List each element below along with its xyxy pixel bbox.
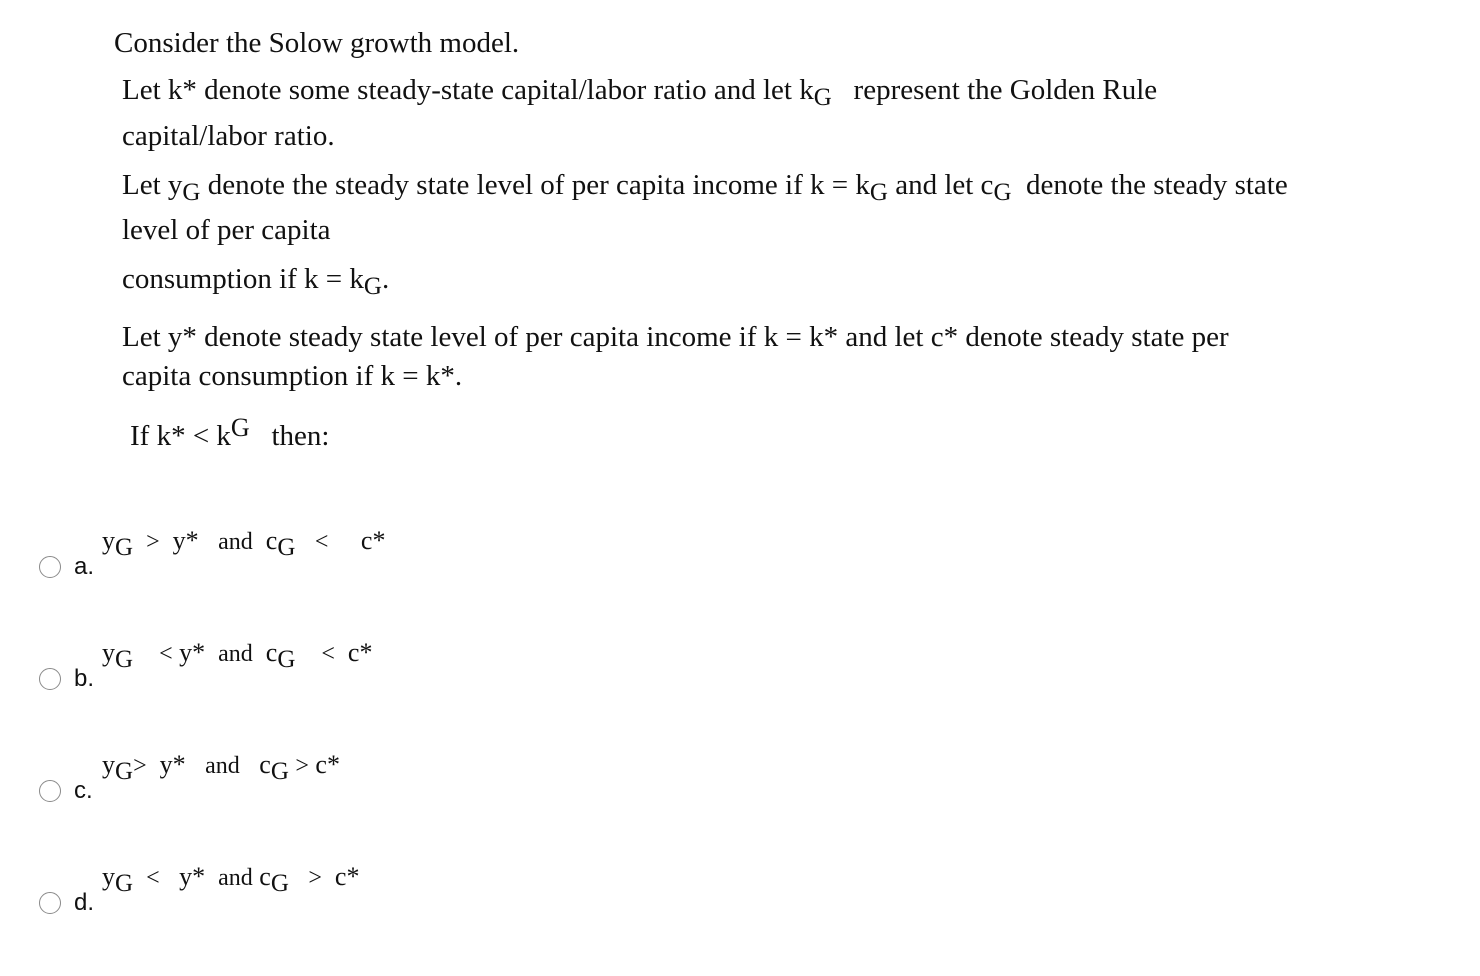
comparison-operator: > (295, 753, 309, 779)
y-symbol: y (102, 638, 115, 667)
y-star: y* (159, 750, 186, 779)
superscript-g: G (230, 413, 250, 442)
question-line-2-text: Let k* denote some steady-state capital/labor ratio and let k (122, 74, 814, 106)
subscript-g: G (115, 646, 134, 673)
question-line-5: level of per capita (122, 214, 331, 246)
c-star: c* (334, 862, 360, 891)
radio-button-c[interactable] (39, 780, 61, 802)
subscript-g: G (270, 870, 289, 897)
comparison-operator: > (308, 865, 322, 891)
c-symbol: c (265, 638, 278, 667)
question-line-3: capital/labor ratio. (122, 120, 335, 152)
subscript-g: G (993, 179, 1012, 206)
c-symbol: c (265, 526, 278, 555)
subscript-g: G (869, 179, 888, 206)
subscript-g: G (115, 758, 134, 785)
subscript-g: G (115, 534, 134, 561)
question-line-6-text: consumption if k = k (122, 263, 364, 295)
question-line-9 (130, 413, 330, 454)
and-word: and (205, 753, 240, 779)
option-letter: b. (74, 665, 95, 692)
radio-button-a[interactable] (39, 556, 61, 578)
question-line-9-text: If k* < k (130, 420, 231, 452)
y-symbol: y (102, 526, 115, 555)
radio-button-d[interactable] (39, 892, 61, 914)
comparison-operator: > (146, 529, 160, 555)
answer-option-d[interactable] (0, 854, 600, 944)
subscript-g: G (182, 179, 201, 206)
question-line-2-rest: represent the Golden Rule (853, 74, 1158, 106)
question-line-4-text-4: denote the steady state (1026, 169, 1288, 201)
y-star: y* (179, 638, 206, 667)
comparison-operator: < (321, 641, 335, 667)
question-line-4-text: Let y (122, 169, 183, 201)
option-letter: c. (74, 777, 93, 804)
y-star: y* (172, 526, 199, 555)
comparison-operator: < (146, 865, 160, 891)
c-star: c* (347, 638, 373, 667)
and-word: and (218, 529, 253, 555)
option-letter: d. (74, 889, 95, 916)
option-c-expression (102, 750, 340, 785)
question-line-4-text-2: denote the steady state level of per capita income if k = k (200, 169, 870, 201)
subscript-g: G (115, 870, 134, 897)
radio-button-b[interactable] (39, 668, 61, 690)
y-star: y* (179, 862, 206, 891)
subscript-g: G (813, 84, 832, 111)
answer-option-a[interactable] (0, 518, 600, 608)
question-line-7: Let y* denote steady state level of per capita income if k = k* and let c* denote steady state per (122, 321, 1229, 353)
question-line-1: Consider the Solow growth model. (114, 27, 520, 59)
option-a-expression (102, 526, 386, 561)
comparison-operator: > (133, 753, 147, 779)
comparison-operator: < (159, 641, 173, 667)
answer-option-b[interactable] (0, 630, 600, 720)
question-line-8: capita consumption if k = k*. (122, 360, 463, 392)
question-line-2 (122, 73, 1158, 111)
y-symbol: y (102, 750, 115, 779)
question-line-4-text-3: and let c (887, 169, 994, 201)
subscript-g: G (277, 534, 296, 561)
subscript-g: G (363, 273, 382, 300)
subscript-g: G (270, 758, 289, 785)
c-symbol: c (259, 750, 271, 779)
and-word: and (218, 641, 253, 667)
subscript-g: G (277, 646, 296, 673)
question-line-6-period: . (381, 263, 390, 295)
c-star: c* (315, 750, 340, 779)
comparison-operator: < (314, 529, 329, 555)
question-line-9-then: then: (271, 420, 330, 452)
option-b-expression (102, 638, 373, 673)
question-line-6 (122, 262, 390, 300)
option-letter: a. (74, 553, 95, 580)
question-line-4 (122, 168, 1288, 206)
option-d-expression (102, 862, 360, 897)
y-symbol: y (102, 862, 115, 891)
c-star: c* (360, 526, 386, 555)
answer-option-c[interactable] (0, 742, 600, 832)
c-symbol: c (259, 862, 271, 891)
and-word: and (218, 865, 253, 891)
